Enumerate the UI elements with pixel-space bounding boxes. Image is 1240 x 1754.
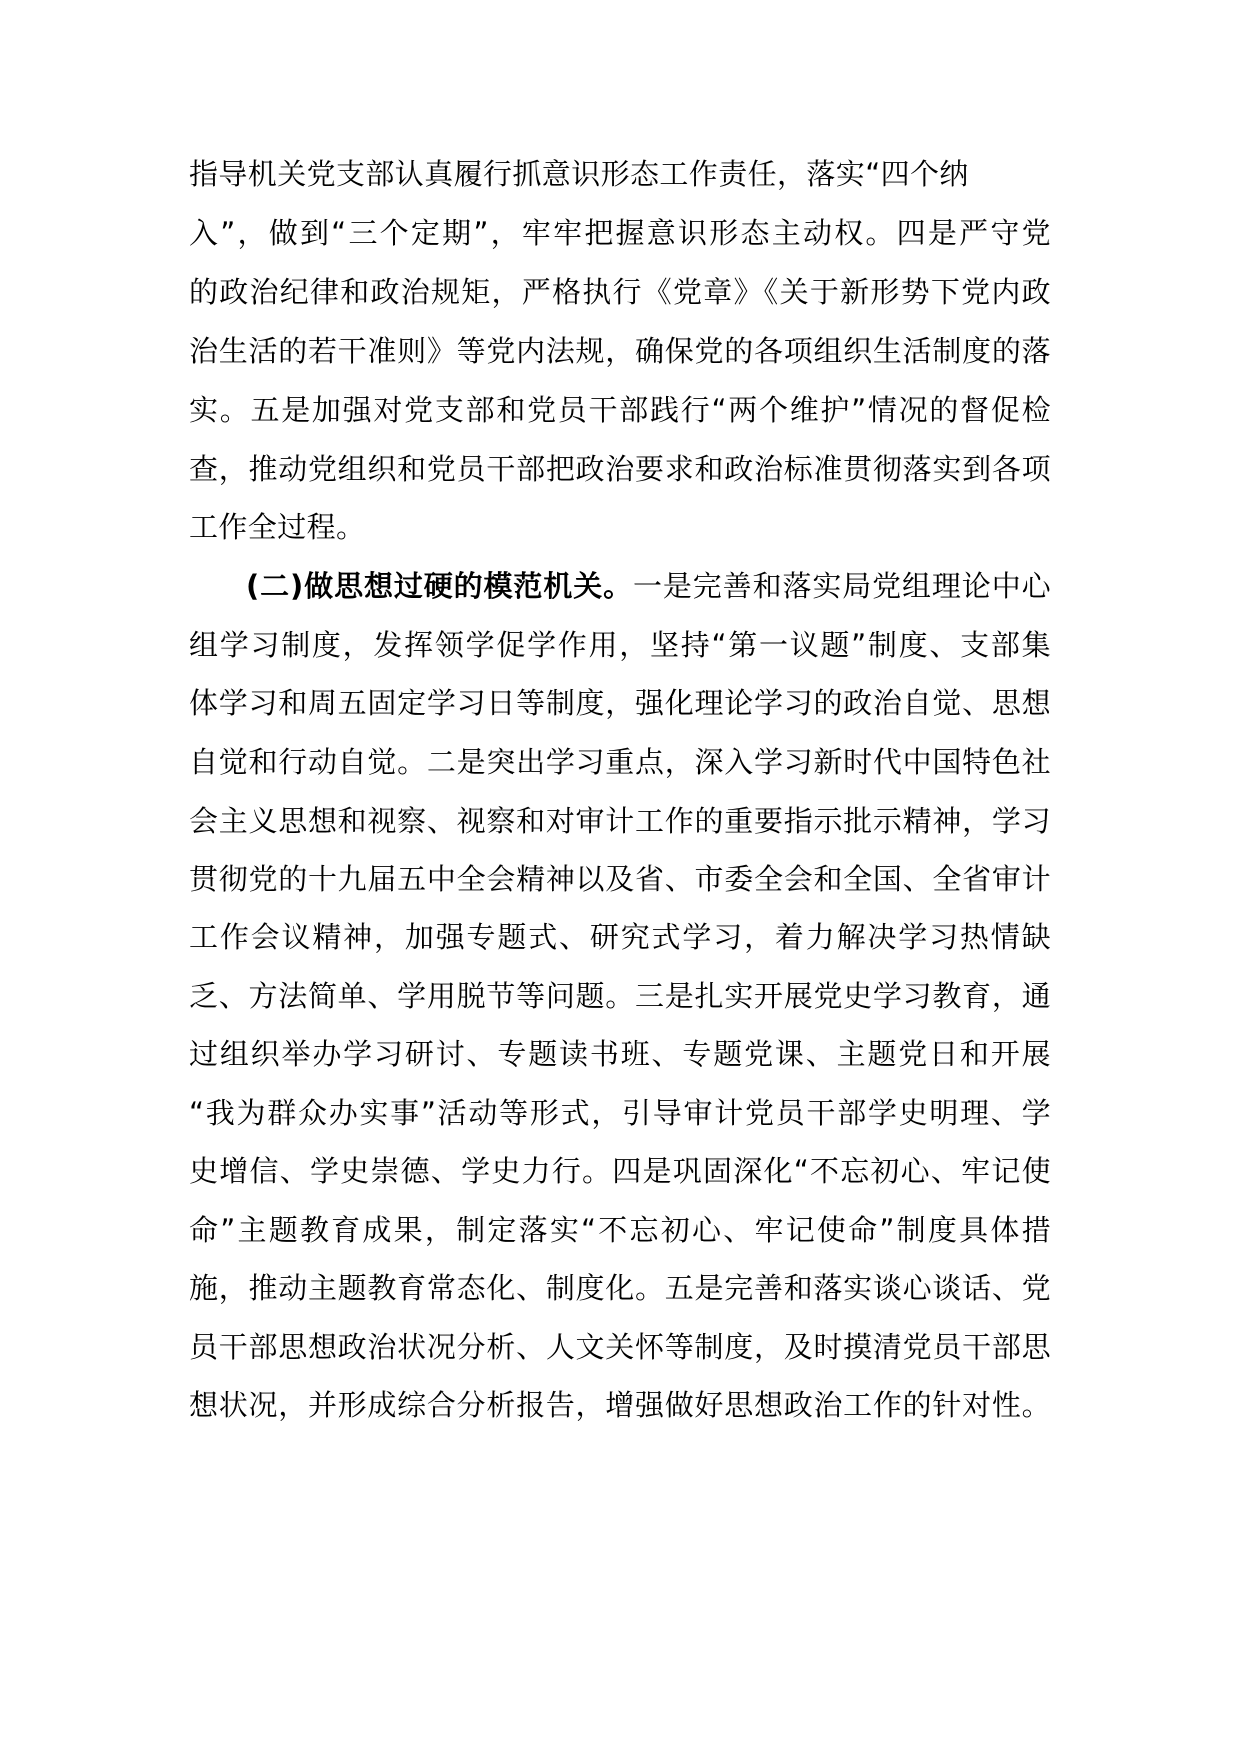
body-line: 史增信、学史崇德、学史力行。四是巩固深化“不忘初心、牢记使 [189,1154,1051,1188]
body-line: 乏、方法简单、学用脱节等问题。三是扎实开展党史学习教育，通 [189,979,1051,1013]
body-line: 会主义思想和视察、视察和对审计工作的重要指示批示精神，学习 [189,804,1051,838]
body-line: 工作全过程。 [189,510,366,544]
body-line: 指导机关党支部认真履行抓意识形态工作责任，落实“四个纳 [189,157,969,191]
section-2-first-line [246,566,1051,606]
body-line: 治生活的若干准则》等党内法规，确保党的各项组织生活制度的落 [189,334,1051,368]
body-line: 实。五是加强对党支部和党员干部践行“两个维护”情况的督促检 [189,393,1051,427]
body-line: 组学习制度，发挥领学促学作用，坚持“第一议题”制度、支部集 [189,628,1051,662]
section-2-first-line-rest: 一是完善和落实局党组理论中心 [633,569,1051,603]
body-line: 贯彻党的十九届五中全会精神以及省、市委全会和全国、全省审计 [189,862,1051,896]
body-line: 工作会议精神，加强专题式、研究式学习，着力解决学习热情缺 [189,920,1051,954]
body-line: 员干部思想政治状况分析、人文关怀等制度，及时摸清党员干部思 [189,1330,1051,1364]
body-line: 自觉和行动自觉。二是突出学习重点，深入学习新时代中国特色社 [189,745,1051,779]
body-line: 入”，做到“三个定期”，牢牢把握意识形态主动权。四是严守党 [189,216,1051,250]
section-2-heading: (二)做思想过硬的模范机关。 [246,569,633,603]
body-line: 体学习和周五固定学习日等制度，强化理论学习的政治自觉、思想 [189,686,1051,720]
body-line: 查，推动党组织和党员干部把政治要求和政治标准贯彻落实到各项 [189,452,1051,486]
body-line: “我为群众办实事”活动等形式，引导审计党员干部学史明理、学 [189,1096,1051,1130]
body-line: 的政治纪律和政治规矩，严格执行《党章》《关于新形势下党内政 [189,275,1051,309]
body-line: 想状况，并形成综合分析报告，增强做好思想政治工作的针对性。 [189,1388,1051,1422]
body-line: 施，推动主题教育常态化、制度化。五是完善和落实谈心谈话、党 [189,1271,1051,1305]
body-line: 过组织举办学习研讨、专题读书班、专题党课、主题党日和开展 [189,1037,1051,1071]
body-line: 命”主题教育成果，制定落实“不忘初心、牢记使命”制度具体措 [189,1213,1051,1247]
